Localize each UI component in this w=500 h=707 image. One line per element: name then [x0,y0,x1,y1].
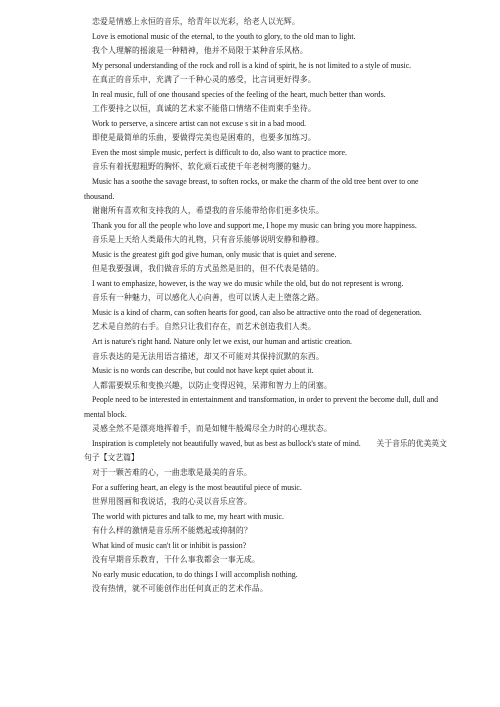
english-sentence: Even the most simple music, perfect is difficult to do, also want to practice more. [92,147,347,157]
chinese-sentence: 没有早期音乐教育，干什么事我都会一事无成。 [92,555,260,565]
chinese-sentence: 恋爱是情感上永恒的音乐，给青年以光彩，给老人以光辉。 [92,17,300,26]
chinese-sentence: 但是我要强调，我们做音乐的方式虽然是旧的，但不代表是错的。 [92,264,324,274]
english-sentence: In real music, full of one thousand species of the feeling of the heart, much better than words. [92,89,386,99]
english-sentence: People need to be interested in entertainment and transformation, in order to prevent the become dull, dull and mental block. [84,395,439,419]
chinese-sentence: 即使是最简单的乐曲，要做得完美也是困难的，也要多加练习。 [92,133,316,143]
chinese-sentence: 音乐是上天给人类最伟大的礼物，只有音乐能够说明安静和静穆。 [92,235,324,245]
chinese-sentence: 灵感全然不是漂亮地挥着手，而是如犍牛般竭尽全力时的心理状态。 [92,424,332,434]
english-sentence: Work to perserve, a sincere artist can not excuse s sit in a bad mood. [92,118,307,128]
english-sentence: My personal understanding of the rock and roll is a kind of spirit, he is not limited to a style of music. [92,60,412,70]
english-sentence: Inspiration is completely not beautifully waved, but as best as bullock's state of mind. 关于音乐的优美英文句子【文艺篇】 [84,438,447,463]
chinese-sentence: 工作要持之以恒，真诚的艺术家不能借口情绪不佳而束手坐待。 [92,104,316,114]
chinese-sentence: 有什么样的激情是音乐所不能燃起或抑制的？ [92,526,252,536]
english-sentence: The world with pictures and talk to me, my heart with music. [92,511,284,521]
chinese-sentence: 音乐有一种魅力，可以感化人心向善，也可以诱人走上堕落之路。 [92,293,324,303]
document-body [84,15,450,597]
chinese-sentence: 音乐有着抚慰粗野的胸怀、软化顽石或使千年老树弯腰的魅力。 [92,162,316,172]
english-sentence: Music is no words can describe, but could not have kept quiet about it. [92,366,314,376]
chinese-sentence: 谢谢所有喜欢和支持我的人，希望我的音乐能带给你们更多快乐。 [92,206,324,216]
chinese-sentence: 没有热情，就不可能创作出任何真正的艺术作品。 [92,584,268,594]
chinese-sentence: 艺术是自然的右手。自然只让我们存在，而艺术创造我们人类。 [92,322,316,332]
chinese-sentence: 我个人理解的摇滚是一种精神，他并不局限于某种音乐风格。 [92,46,308,56]
chinese-sentence: 世界用图画和我说话，我的心灵以音乐应答。 [92,497,252,507]
chinese-sentence: 音乐表达的是无法用语言描述，却又不可能对其保持沉默的东西。 [92,351,324,361]
english-sentence: What kind of music can't lit or inhibit is passion? [92,540,247,550]
english-sentence: I want to emphasize, however, is the way we do music while the old, but do not represent is wrong. [92,278,404,288]
english-sentence: Music is the greatest gift god give human, only music that is quiet and serene. [92,249,337,259]
english-sentence: Music has a soothe the savage breast, to soften rocks, or make the charm of the old tree bent over to one thousand. [84,177,419,201]
english-sentence: No early music education, to do things I will accomplish nothing. [92,569,298,579]
chinese-sentence: 人都需要娱乐和变换兴趣，以防止变得迟钝，呆滞和智力上的闭塞。 [92,380,332,390]
english-sentence: Thank you for all the people who love and support me, I hope my music can bring you more happiness. [92,220,417,230]
chinese-sentence: 在真正的音乐中，充满了一千种心灵的感受，比言词更好得多。 [92,75,316,85]
english-sentence: For a suffering heart, an elegy is the most beautiful piece of music. [92,482,302,492]
english-sentence: Music is a kind of charm, can soften hearts for good, can also be attractive onto the road of degeneration. [92,307,422,317]
english-sentence: Art is nature's right hand. Nature only let we exist, our human and artistic creation. [92,337,352,347]
chinese-sentence: 对于一颗苦难的心，一曲悲歌是最美的音乐。 [92,467,252,477]
english-sentence: Love is emotional music of the eternal, to the youth to glory, to the old man to light. [92,31,356,41]
